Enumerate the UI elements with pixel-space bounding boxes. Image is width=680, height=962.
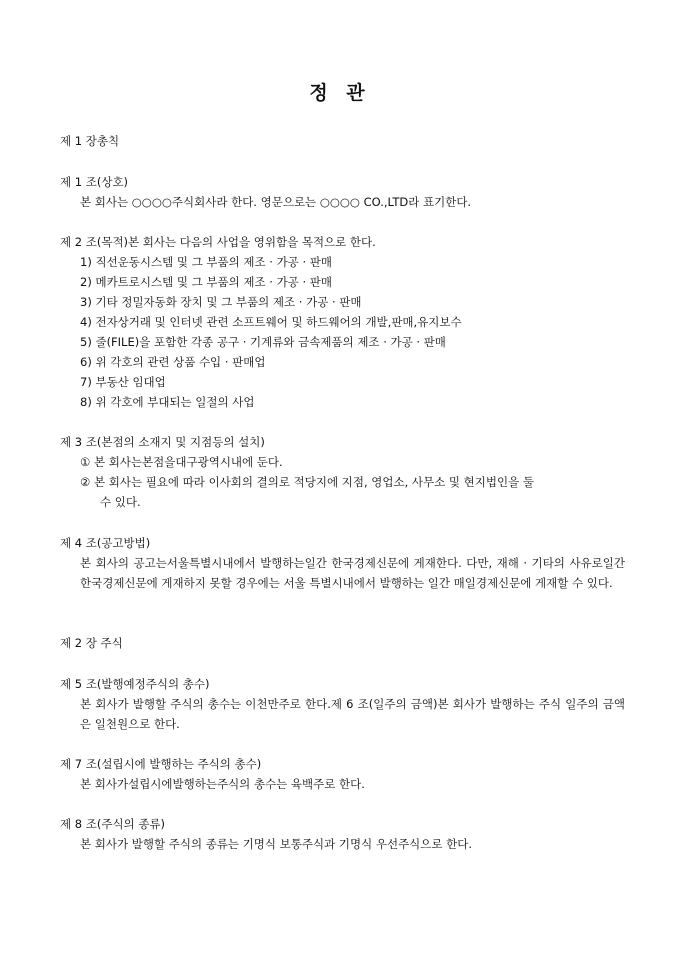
article-2-item: 2) 메카트로시스템 및 그 부품의 제조 · 가공 · 판매 — [80, 275, 332, 289]
article-3-item-2-continued: 수 있다. — [100, 495, 141, 509]
article-8 — [60, 814, 625, 854]
article-8-heading: 제 8 조(주식의 종류) — [60, 817, 166, 831]
article-5 — [60, 674, 625, 734]
article-5-heading: 제 5 조(발행예정주식의 총수) — [60, 677, 210, 691]
article-3-item-2: ② 본 회사는 필요에 따라 이사회의 결의로 적당지에 지점, 영업소, 사무소 및 현지법인을 둘 — [80, 475, 534, 489]
article-4-body: 본 회사의 공고는서울특별시내에서 발행하는일간 한국경제신문에 게재한다. 다만, 재해 · 기타의 사유로일간 한국경제신문에 게재하지 못할 경우에는 서울 특별시내에서 발행하는 일간 매일경제신문에 게재할 수 있다. — [80, 556, 625, 590]
document-title: 정 관 — [309, 82, 371, 104]
chapter-2-heading: 제 2 장 주식 — [60, 636, 123, 650]
article-4 — [60, 533, 625, 593]
article-8-body: 본 회사가 발행할 주식의 종류는 기명식 보통주식과 기명식 우선주식으로 한다. — [80, 837, 473, 851]
article-5-body: 본 회사가 발행할 주식의 총수는 이천만주로 한다.제 6 조(일주의 금액)본 회사가 발행하는 주식 일주의 금액은 일천원으로 한다. — [80, 697, 625, 731]
article-7 — [60, 754, 625, 794]
article-4-heading: 제 4 조(공고방법) — [60, 536, 151, 550]
article-2-item: 8) 위 각호에 부대되는 일절의 사업 — [80, 395, 255, 409]
article-7-body: 본 회사가설립시에발행하는주식의 총수는 육백주로 한다. — [80, 777, 365, 791]
article-2-item: 4) 전자상거래 및 인터넷 관련 소프트웨어 및 하드웨어의 개발,판매,유지보수 — [80, 315, 462, 329]
article-2-item: 6) 위 각호의 관련 상품 수입 · 판매업 — [80, 355, 266, 369]
chapter-1-heading: 제 1 장총칙 — [60, 134, 120, 148]
article-1-heading: 제 1 조(상호) — [60, 175, 129, 189]
article-2-item: 5) 줄(FILE)을 포함한 각종 공구 · 기계류와 금속제품의 제조 · 가공 · 판매 — [80, 335, 446, 349]
article-1 — [60, 172, 625, 212]
article-2-item: 7) 부동산 임대업 — [80, 375, 166, 389]
article-1-body: 본 회사는 ○○○○주식회사라 한다. 영문으로는 ○○○○ CO.,LTD라 표기한다. — [80, 195, 472, 209]
article-2-item: 1) 직선운동시스템 및 그 부품의 제조 · 가공 · 판매 — [80, 255, 332, 269]
article-3-item-1: ① 본 회사는본점을대구광역시내에 둔다. — [80, 455, 283, 469]
article-3-heading: 제 3 조(본점의 소재지 및 지점등의 설치) — [60, 435, 265, 449]
article-2 — [60, 232, 625, 412]
article-2-heading: 제 2 조(목적)본 회사는 다음의 사업을 영위함을 목적으로 한다. — [60, 235, 376, 249]
article-3 — [60, 432, 625, 512]
article-2-item: 3) 기타 정밀자동화 장치 및 그 부품의 제조 · 가공 · 판매 — [80, 295, 362, 309]
article-7-heading: 제 7 조(설립시에 발행하는 주식의 총수) — [60, 757, 262, 771]
